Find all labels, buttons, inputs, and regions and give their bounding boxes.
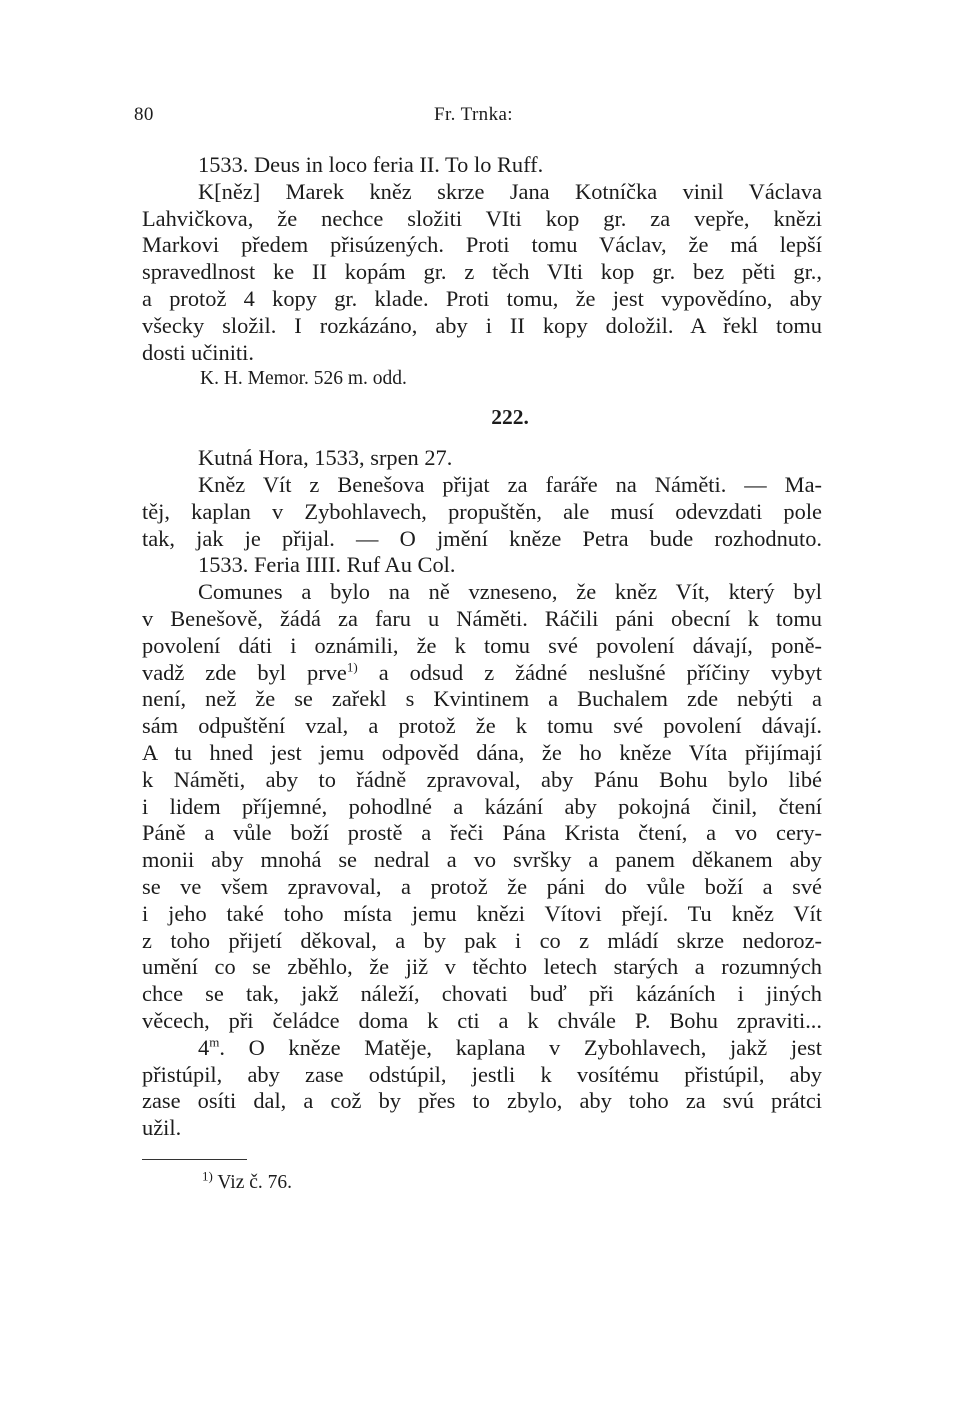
- text-line: k Náměti, aby to řádně zpravoval, aby Pánu Bohu bylo libé: [142, 766, 822, 792]
- text-line: i jeho také toho místa jemu knězi Vítovi přejí. Tu kněz Vít: [142, 900, 822, 926]
- text-line: Páně a vůle boží prostě a řeči Pána Krista čtení, a vo cery-: [142, 820, 822, 846]
- text-line: není, než že se zařekl s Kvintinem a Buchalem zde nebýti a: [142, 686, 822, 712]
- text-line: užil.: [142, 1115, 182, 1141]
- text-line: K[něz] Marek kněz skrze Jana Kotníčka vinil Václava: [198, 178, 822, 204]
- text-line: věcech, při čeládce doma k cti a k chvále P. Bohu zpraviti...: [142, 1007, 822, 1033]
- entry-221-tail: [142, 152, 822, 393]
- text-line: sám odpuštění vzal, a protož že k tomu své povolení dávají.: [142, 713, 822, 739]
- text-line: povolení dáti i oznámili, že k tomu své povolení dávají, poně-: [142, 632, 822, 658]
- footnote: [142, 1168, 822, 1194]
- page-header: [134, 96, 822, 136]
- place-date: Kutná Hora, 1533, srpen 27.: [198, 445, 453, 471]
- summary-line: Kněz Vít z Benešova přijat za faráře na Náměti. — Ma-: [198, 471, 822, 497]
- text-line: chce se tak, jakž náleží, chovati buď při kázáních i jiných: [142, 981, 822, 1007]
- date-line: 1533. Feria IIII. Ruf Au Col.: [198, 552, 456, 578]
- text-line: dosti učiniti.: [142, 339, 254, 365]
- footnote-mark: 1): [202, 1168, 213, 1184]
- document-number: 222.: [491, 405, 529, 430]
- running-head: Fr. Trnka:: [434, 104, 513, 125]
- book-page: [134, 96, 822, 1194]
- text-line: monii aby mnohá se nedral a vo svršky a panem děkanem aby: [142, 847, 822, 873]
- text-line: [142, 660, 822, 687]
- text-line: se ve všem zpravoval, a protož že páni do vůle boží a své: [142, 873, 822, 899]
- text-line: umění co se zběhlo, že již v těchto letech starých a rozumných: [142, 954, 822, 980]
- text-line: všecky složil. I rozkázáno, aby i II kopy doložil. A řekl tomu: [142, 312, 822, 338]
- entry-222: [142, 445, 822, 1142]
- item-superscript: m: [209, 1034, 220, 1050]
- text-line: a protož 4 kopy gr. klade. Proti tomu, že jest vypovědíno, aby: [142, 285, 822, 311]
- text-line: 1533. Deus in loco feria II. To lo Ruff.: [198, 152, 544, 177]
- text-line: i lidem příjemné, pohodlné a kázání aby pokojná činil, čtení: [142, 793, 822, 819]
- page-number: 80: [134, 104, 154, 125]
- text-line: [142, 1035, 822, 1062]
- text-fragment: vadž zde byl prve: [142, 659, 347, 685]
- text-line: z toho přijetí děkoval, a by pak i co z mládí skrze nedoroz-: [142, 927, 822, 953]
- text-line: spravedlnost ke II kopám gr. z těch VIti kop gr. bez pěti gr.,: [142, 259, 822, 285]
- footnote-reference: 1): [346, 659, 358, 675]
- text-line: v Benešově, žádá za faru u Náměti. Ráčili páni obecní k tomu: [142, 605, 822, 631]
- summary-line: těj, kaplan v Zybohlavech, propuštěn, ale musí odevzdati pole: [142, 498, 822, 524]
- text-line: Markovi předem přisúzených. Proti tomu Václav, že má lepší: [142, 232, 822, 258]
- text-line: Lahvičkova, že nechce složiti VIti kop gr. za vepře, knězi: [142, 205, 822, 231]
- text-line: A tu hned jest jemu odpověd dána, že ho kněze Víta přijímají: [142, 739, 822, 765]
- text-line: zase osíti dal, a což by přes to zbylo, aby toho za svú prátci: [142, 1088, 822, 1114]
- footnote-text: Viz č. 76.: [212, 1171, 293, 1193]
- text-line: Comunes a bylo na ně vzneseno, že kněz Vít, který byl: [198, 579, 822, 605]
- text-line: přistúpil, aby zase odstúpil, jestli k vosítému přistúpil, aby: [142, 1061, 822, 1087]
- text-fragment: . O kněze Matěje, kaplana v Zybohlavech, jakž jest: [219, 1034, 822, 1060]
- text-fragment: a odsud z žádné neslušné příčiny vybyt: [378, 659, 822, 685]
- footnote-divider: [142, 1159, 247, 1160]
- source-reference: K. H. Memor. 526 m. odd.: [200, 368, 407, 390]
- summary-line: tak, jak je přijal. — O jmění kněze Petra bude rozhodnuto.: [142, 525, 822, 551]
- item-number: 4: [198, 1034, 210, 1060]
